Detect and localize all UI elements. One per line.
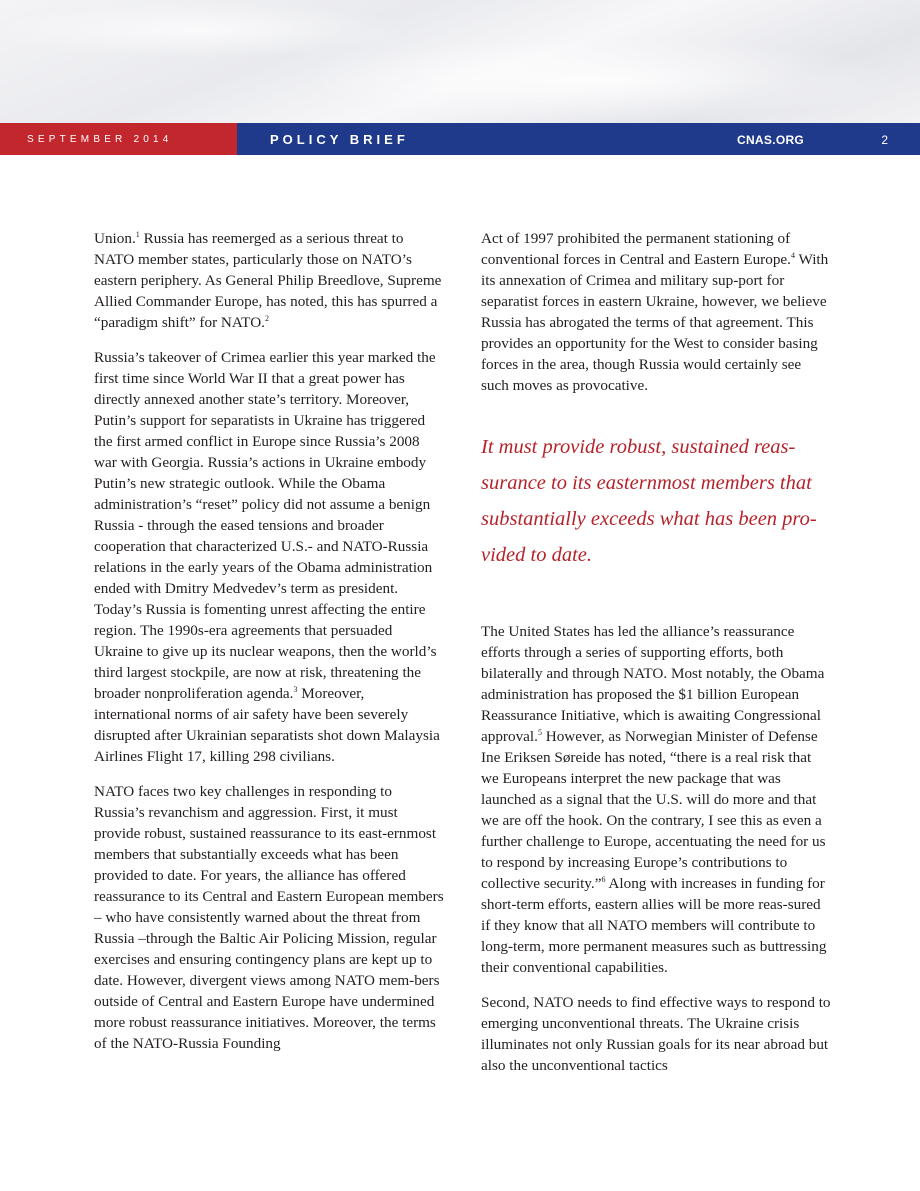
paragraph — [94, 228, 444, 333]
page-number: 2 — [881, 133, 888, 147]
paragraph — [481, 228, 831, 396]
footnote-ref[interactable]: 4 — [790, 250, 795, 260]
header-site-link[interactable]: CNAS.ORG — [737, 133, 805, 147]
paragraph-text: Russia has reemerged as a serious threat to NATO member states, particularly those on NATO’s eastern periphery. As General Philip Breedlove, Supreme Allied Commander Europe, has noted, this has spurred a “paradigm shift” for NATO. — [94, 230, 442, 331]
right-column — [481, 228, 831, 1090]
footnote-ref[interactable]: 1 — [135, 229, 140, 239]
paragraph — [481, 992, 831, 1076]
right-column-bottom — [481, 621, 831, 1076]
right-column-top — [481, 228, 831, 396]
footnote-ref[interactable]: 6 — [601, 874, 606, 884]
paragraph — [94, 347, 444, 767]
header-section-title: POLICY BRIEF — [270, 132, 409, 147]
paragraph-text: Russia’s takeover of Crimea earlier this year marked the first time since World War II that a great power has directly annexed another state’s territory. Moreover, Putin’s support for separatists in Ukraine has triggered the first armed conflict in Europe since Russia’s 2008 war with Georgia. Russia’s actions in Ukraine embody Putin’s new strategic outlook. While the Obama administration’s “reset” policy did not assume a benign Russia - through the eased tensions and broader cooperation that characterized U.S.- and NATO-Russia relations in the early years of the Obama administration ended with Dmitry Medvedev’s term as president. Today’s Russia is fomenting unrest affecting the entire region. The 1990s-era agreements that persuaded Ukraine to give up its nuclear weapons, then the world’s third largest stockpile, are now at risk, threatening the broader nonproliferation agenda. — [94, 349, 437, 702]
footnote-ref[interactable]: 2 — [264, 313, 269, 323]
header-date: SEPTEMBER 2014 — [0, 123, 237, 155]
paragraph-text: NATO faces two key challenges in responding to Russia’s revanchism and aggression. First, it must provide robust, sustained reassurance to its east-ernmost members that substantially exceeds what has been provided to date. For years, the alliance has offered reassurance to its Central and Eastern European members – who have consistently warned about the threat from Russia –through the Baltic Air Policing Mission, regular exercises and ensuring contingency plans are kept up to date. However, divergent views among NATO mem-bers outside of Central and Eastern Europe have undermined more robust reassurance initiatives. Moreover, the terms of the NATO-Russia Founding — [94, 783, 444, 1052]
left-column — [94, 228, 444, 1068]
header-bar — [0, 123, 920, 155]
paragraph-text: Along with increases in funding for short-term efforts, eastern allies will be more reas-sured if they know that all NATO members will contribute to long-term, more permanent measures such as buttressing their conventional capabilities. — [481, 875, 827, 976]
paragraph-text: Union. — [94, 230, 136, 247]
paragraph-text: The United States has led the alliance’s reassurance efforts through a series of supporting efforts, both bilaterally and through NATO. Most notably, the Obama administration has proposed the $1 billion European Reassurance Initiative, which is awaiting Congressional approval. — [481, 623, 825, 745]
paragraph — [94, 781, 444, 1054]
footnote-ref[interactable]: 5 — [537, 727, 542, 737]
header-background — [0, 0, 920, 123]
paragraph-text: With its annexation of Crimea and military sup-port for separatist forces in eastern Ukraine, however, we believe Russia has abrogated the terms of that agreement. This provides an opportunity for the West to consider basing forces in the area, though Russia would certainly see such moves as provocative. — [481, 251, 829, 394]
footnote-ref[interactable]: 3 — [293, 684, 298, 694]
paragraph-text: However, as Norwegian Minister of Defense Ine Eriksen Søreide has noted, “there is a real risk that we Europeans interpret the new package that was launched as a signal that the U.S. will do more and that we are off the hook. On the contrary, I see this as even a further challenge to Europe, accentuating the need for us to respond by increasing Europe’s contributions to collective security.” — [481, 728, 826, 892]
paragraph — [481, 621, 831, 978]
pull-quote: It must provide robust, sustained reas-surance to its easternmost members that substantially exceeds what has been pro-vided to date. — [481, 436, 817, 566]
paragraph-text: Moreover, international norms of air safety have been severely disrupted after Ukrainian separatists shot down Malaysia Airlines Flight 17, killing 298 civilians. — [94, 685, 440, 765]
header-right — [237, 123, 920, 155]
paragraph-text: Second, NATO needs to find effective ways to respond to emerging unconventional threats. The Ukraine crisis illuminates not only Russian goals for its near abroad but also the unconventional tactics — [481, 994, 831, 1074]
paragraph-text: Act of 1997 prohibited the permanent stationing of conventional forces in Central and Eastern Europe. — [481, 230, 791, 268]
